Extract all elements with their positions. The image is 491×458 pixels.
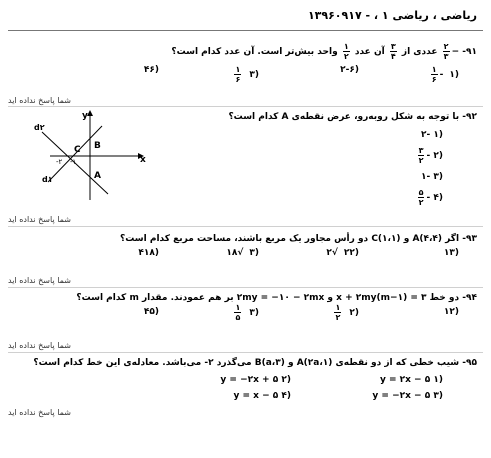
point-c-label: C bbox=[74, 145, 81, 155]
line-d1-label: d۱ bbox=[42, 175, 53, 184]
question-91-number: ۹۱- bbox=[462, 47, 477, 57]
no-answer-label: شما پاسخ نداده اید bbox=[8, 408, 71, 417]
divider bbox=[8, 287, 483, 288]
option-3[interactable]: (۳ y = −۲x − ۵ bbox=[372, 391, 443, 401]
option-4[interactable]: (۴ y = x − ۵ bbox=[233, 391, 291, 401]
question-94-text: ۹۴- دو خط ۳ = (m−۱)x + ۲my و ۲my = −۱۰ − ۲mx بر هم عمودند. مقدار m کدام است؟ bbox=[76, 293, 477, 303]
option-4[interactable]: (۴ - $\frac{۵}{۲}$ bbox=[418, 188, 443, 207]
option-4[interactable]: (۴۱۸ bbox=[138, 248, 159, 258]
line-d2-label: d۲ bbox=[34, 123, 45, 132]
no-answer-label: شما پاسخ نداده اید bbox=[8, 96, 71, 105]
option-1[interactable]: (۱ -۲ bbox=[420, 130, 443, 140]
option-1[interactable]: (۱۳ bbox=[443, 248, 459, 258]
divider bbox=[8, 106, 483, 107]
option-3[interactable]: (۳ $\frac{۱}{۶}$ bbox=[235, 65, 259, 84]
coordinate-diagram bbox=[30, 110, 145, 202]
option-2[interactable]: (۲-۶ bbox=[340, 65, 359, 75]
option-1[interactable]: (۱۲ bbox=[443, 307, 459, 317]
fraction: $\frac{۲}{۳}$ bbox=[443, 42, 449, 61]
option-2[interactable]: (۲ $\frac{۱}{۲}$ bbox=[335, 303, 359, 322]
no-answer-label: شما پاسخ نداده اید bbox=[8, 276, 71, 285]
question-94-options bbox=[8, 303, 477, 325]
divider bbox=[8, 352, 483, 353]
question-94 bbox=[8, 293, 477, 325]
x-axis-label: x bbox=[140, 155, 146, 165]
option-3[interactable]: (۳ $\frac{۱}{۵}$ bbox=[235, 303, 259, 322]
question-92-text: ۹۲- با توجه به شکل روبه‌رو، عرض نقطه‌ی A کدام است؟ bbox=[228, 112, 477, 122]
option-1[interactable]: (۱ y = ۲x − ۵ bbox=[379, 375, 443, 385]
question-91 bbox=[8, 42, 477, 83]
tick-minus2: -۲ bbox=[56, 158, 63, 166]
question-93 bbox=[8, 234, 477, 266]
fraction: $\frac{۱}{۲}$ bbox=[343, 42, 349, 61]
option-1[interactable]: (۱- $\frac{۱}{۶}$ bbox=[431, 65, 459, 84]
header-divider bbox=[8, 30, 483, 31]
no-answer-label: شما پاسخ نداده اید bbox=[8, 215, 71, 224]
question-93-text: ۹۳- اگر A(۴،۴) و C(۱،۱) دو رأس مجاور یک مربع باشند، مساحت مربع کدام است؟ bbox=[120, 234, 477, 244]
question-95 bbox=[8, 358, 477, 368]
tick-minus1: -۱ bbox=[70, 158, 77, 166]
question-91-text: ۹۱- − $\frac{۲}{۳}$ عددی از $\frac{۳}{۴}$ آن عدد $\frac{۱}{۲}$ واحد بیش‌تر است. آن عدد کدام است؟ bbox=[171, 42, 477, 61]
point-b-label: B bbox=[94, 141, 101, 151]
option-3[interactable]: (۳√۱۸ bbox=[226, 248, 259, 258]
page-header-title: ریاضی ، ریاضی ۱ ، - ۱۳۹۶۰۹۱۷ bbox=[307, 9, 477, 22]
option-2[interactable]: (۲ y = −۲x + ۵ bbox=[220, 375, 291, 385]
fraction: $\frac{۳}{۴}$ bbox=[390, 42, 396, 61]
divider bbox=[8, 226, 483, 227]
y-axis-arrow bbox=[87, 110, 93, 116]
option-2[interactable]: (۲۲√۲ bbox=[326, 248, 359, 258]
question-95-text: ۹۵- شیب خطی که از دو نقطه‌ی A(۲a،۱) و B(a،۳) می‌گذرد ۲- می‌باشد. معادله‌ی این خط کدام است؟ bbox=[33, 358, 477, 368]
y-axis-label: y bbox=[82, 111, 88, 121]
point-a-label: A bbox=[94, 171, 101, 181]
option-3[interactable]: (۳ -۱ bbox=[420, 172, 443, 182]
option-2[interactable]: (۲ - $\frac{۳}{۲}$ bbox=[418, 146, 443, 165]
question-91-options bbox=[8, 61, 477, 83]
question-93-options bbox=[8, 244, 477, 266]
option-4[interactable]: (۴۵ bbox=[143, 307, 159, 317]
option-4[interactable]: (۴۶ bbox=[143, 65, 159, 75]
no-answer-label: شما پاسخ نداده اید bbox=[8, 341, 71, 350]
